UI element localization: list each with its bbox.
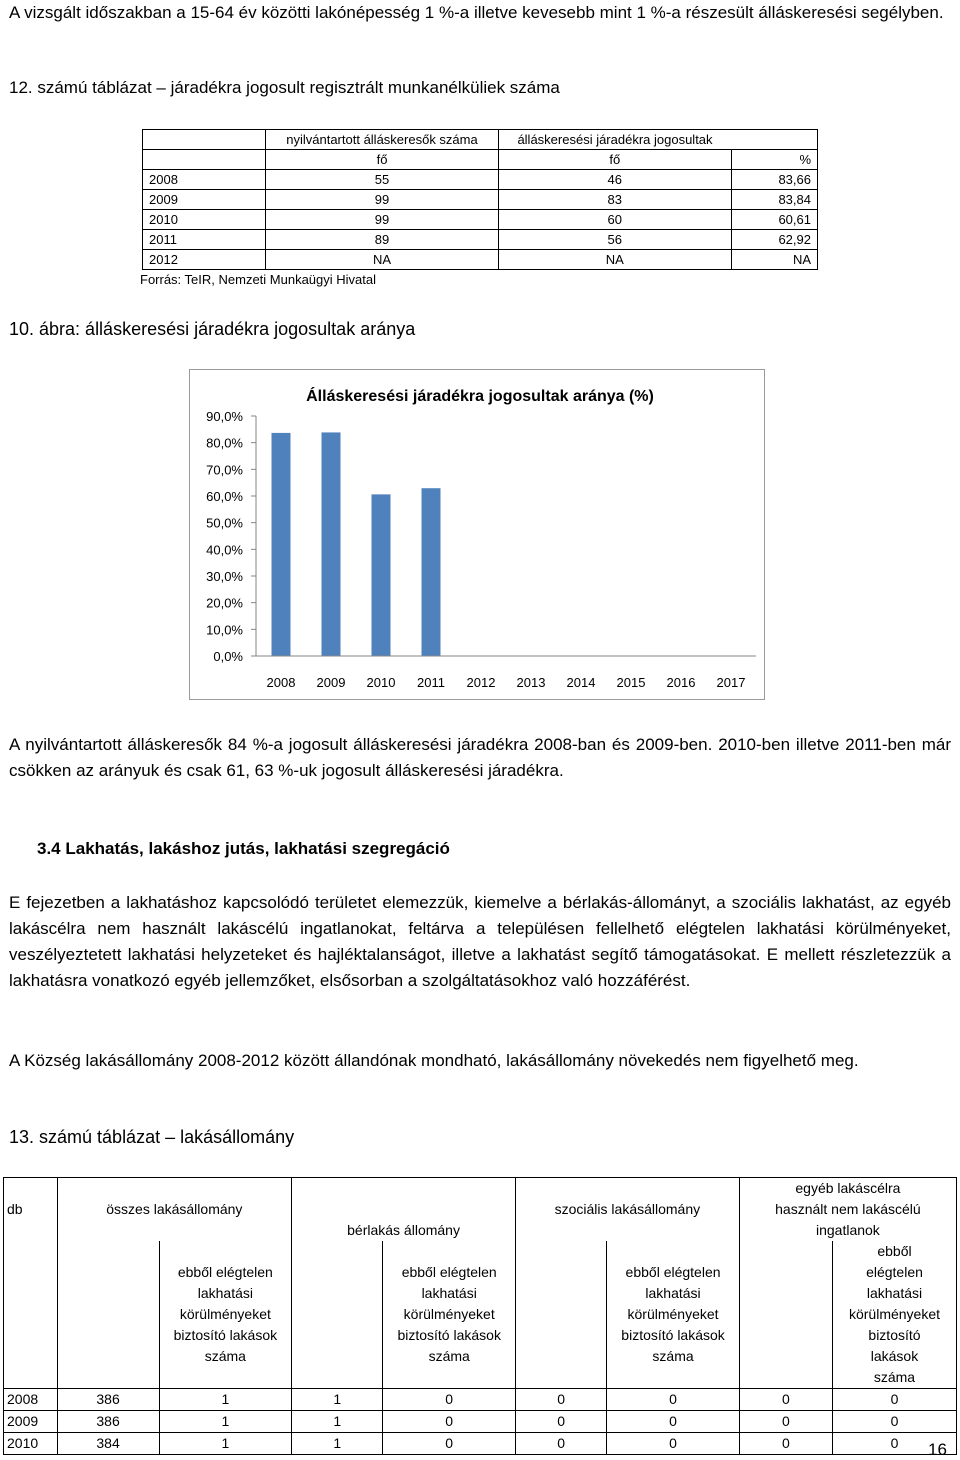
header-cell <box>515 1241 606 1389</box>
table-12 <box>142 129 818 270</box>
header-cell: nyilvántartott álláskeresők száma <box>266 130 499 150</box>
x-axis <box>256 656 756 690</box>
table-cell: 99 <box>266 210 499 230</box>
bar-chart <box>190 370 764 699</box>
header-cell <box>143 130 266 150</box>
x-tick-label: 2008 <box>266 675 296 690</box>
table-cell: 62,92 <box>731 230 818 250</box>
table-cell: NA <box>266 250 499 270</box>
table-cell: 1 <box>159 1389 292 1411</box>
table-cell: 0 <box>383 1433 516 1455</box>
header-cell: bérlakás állomány <box>292 1178 516 1242</box>
bar-2010 <box>372 494 391 656</box>
table-cell: 83,84 <box>731 190 818 210</box>
table-cell: 0 <box>832 1389 956 1411</box>
table-header-row <box>143 130 818 150</box>
table-cell: 0 <box>739 1433 832 1455</box>
y-tick-label: 0,0% <box>213 649 243 664</box>
year-cell: 2009 <box>143 190 266 210</box>
table-cell: 60,61 <box>731 210 818 230</box>
table-header-row <box>4 1178 957 1242</box>
y-tick-label: 80,0% <box>206 435 243 451</box>
y-tick-label: 10,0% <box>206 622 243 638</box>
table-cell: 0 <box>515 1389 606 1411</box>
table-cell: 0 <box>607 1433 740 1455</box>
y-tick-label: 90,0% <box>206 409 243 424</box>
table-row <box>4 1433 957 1455</box>
header-cell <box>292 1241 383 1389</box>
table-cell: 0 <box>383 1389 516 1411</box>
table-13 <box>3 1177 957 1455</box>
table-13-caption: 13. számú táblázat – lakásállomány <box>9 1127 295 1147</box>
table-cell: 56 <box>499 230 732 250</box>
year-cell: 2009 <box>4 1411 58 1433</box>
table-cell: NA <box>499 250 732 270</box>
header-cell: szociális lakásállomány <box>515 1178 739 1242</box>
bars <box>272 432 441 656</box>
x-tick-label: 2014 <box>566 675 596 690</box>
chart-summary-paragraph: A nyilvántartott álláskeresők 84 %-a jogosult álláskeresési járadékra 2008-ban és 2009-ben. 2010-ben illetve 2011-ben már csökken az arányuk és csak 61, 63 %-uk jogosult álláskeresési járadékra. <box>9 735 951 780</box>
housing-stock-paragraph: A Község lakásállomány 2008-2012 között állandónak mondható, lakásállomány növekedés nem figyelhető meg. <box>9 1051 859 1070</box>
header-cell: fő <box>266 150 499 170</box>
table-cell: 0 <box>739 1411 832 1433</box>
table-cell: 0 <box>832 1411 956 1433</box>
bar-2009 <box>322 432 341 656</box>
section-heading: 3.4 Lakhatás, lakáshoz jutás, lakhatási szegregáció <box>37 839 450 858</box>
table-cell: 0 <box>515 1411 606 1433</box>
chart-title: Álláskeresési járadékra jogosultak aránya (%) <box>306 388 654 405</box>
header-cell: db <box>4 1178 58 1242</box>
year-cell: 2010 <box>4 1433 58 1455</box>
table-cell: 0 <box>383 1411 516 1433</box>
header-cell <box>143 150 266 170</box>
y-tick-label: 50,0% <box>206 515 243 531</box>
table-cell: 99 <box>266 190 499 210</box>
header-cell <box>731 130 818 150</box>
y-tick-label: 60,0% <box>206 489 243 504</box>
table-12-caption: 12. számú táblázat – járadékra jogosult regisztrált munkanélküliek száma <box>9 78 560 97</box>
x-tick-label: 2011 <box>417 675 445 690</box>
figure-caption: 10. ábra: álláskeresési járadékra jogosultak aránya <box>9 319 416 339</box>
y-tick-label: 40,0% <box>206 542 243 558</box>
x-tick-label: 2010 <box>366 675 396 690</box>
table-cell: 0 <box>515 1433 606 1455</box>
table-cell: 83 <box>499 190 732 210</box>
x-tick-label: 2015 <box>616 675 646 690</box>
bar-2011 <box>422 488 441 656</box>
header-cell <box>739 1241 832 1389</box>
year-cell: 2008 <box>143 170 266 190</box>
table-cell: 386 <box>57 1411 159 1433</box>
table-row <box>143 230 818 250</box>
table-subheader-row <box>143 150 818 170</box>
table-cell: 384 <box>57 1433 159 1455</box>
table-cell: 83,66 <box>731 170 818 190</box>
table-row <box>143 170 818 190</box>
year-cell: 2012 <box>143 250 266 270</box>
bar-2008 <box>272 433 291 656</box>
table-cell: 1 <box>159 1433 292 1455</box>
year-cell: 2011 <box>143 230 266 250</box>
table-cell: 55 <box>266 170 499 190</box>
table-cell: 46 <box>499 170 732 190</box>
table-cell: NA <box>731 250 818 270</box>
table-cell: 1 <box>292 1389 383 1411</box>
table-cell: 89 <box>266 230 499 250</box>
header-cell <box>57 1241 159 1389</box>
x-tick-label: 2016 <box>666 675 696 690</box>
year-cell: 2010 <box>143 210 266 230</box>
header-cell: ebből elégtelen lakhatási körülményeket biztosító lakások száma <box>607 1241 740 1389</box>
table-12-source: Forrás: TeIR, Nemzeti Munkaügyi Hivatal <box>140 272 377 287</box>
table-row <box>143 210 818 230</box>
x-tick-label: 2009 <box>316 675 346 690</box>
table-cell: 1 <box>159 1411 292 1433</box>
page-number: 16 <box>928 1440 947 1459</box>
y-tick-label: 30,0% <box>206 569 243 584</box>
table-cell: 386 <box>57 1389 159 1411</box>
section-paragraph: E fejezetben a lakhatáshoz kapcsolódó területet elemezzük, kiemelve a bérlakás-állományt, a szociális lakhatást, az egyéb lakáscélra nem használt lakáscélú ingatlanokat, feltárva a településen fellelhető elégtelen lakhatási körülményeket, veszélyeztetett lakhatási helyzeteket és hajléktalanságot, illetve a lakhatást segítő támogatásokat. E mellett részletezzük a lakhatásra vonatkozó egyéb jellemzőket, elsősorban a szolgáltatásokhoz való hozzáférést. <box>9 893 951 990</box>
table-cell: 0 <box>607 1411 740 1433</box>
x-tick-label: 2017 <box>716 675 746 690</box>
header-cell: fő <box>499 150 732 170</box>
header-cell: álláskeresési járadékra jogosultak <box>499 130 732 150</box>
header-cell: egyéb lakáscélra használt nem lakáscélú ingatlanok <box>739 1178 956 1242</box>
header-cell: ebből elégtelen lakhatási körülményeket biztosító lakások száma <box>159 1241 292 1389</box>
header-cell: összes lakásállomány <box>57 1178 292 1242</box>
intro-paragraph: A vizsgált időszakban a 15-64 év közötti lakónépesség 1 %-a illetve kevesebb mint 1 %-a részesült álláskeresési segélyben. <box>9 3 944 22</box>
header-cell: % <box>731 150 818 170</box>
header-cell <box>4 1241 58 1389</box>
table-row <box>4 1389 957 1411</box>
table-subheader-row <box>4 1241 957 1389</box>
table-cell: 60 <box>499 210 732 230</box>
y-tick-label: 20,0% <box>206 595 243 611</box>
table-cell: 1 <box>292 1433 383 1455</box>
table-cell: 0 <box>607 1389 740 1411</box>
chart-frame <box>189 369 765 700</box>
y-tick-label: 70,0% <box>206 462 243 478</box>
table-cell: 0 <box>739 1389 832 1411</box>
table-cell: 0 <box>832 1433 956 1455</box>
table-row <box>143 190 818 210</box>
table-row <box>4 1411 957 1433</box>
header-cell: ebből elégtelen lakhatási körülményeket biztosító lakások száma <box>832 1241 956 1389</box>
x-tick-label: 2013 <box>516 675 546 690</box>
year-cell: 2008 <box>4 1389 58 1411</box>
y-axis <box>206 409 256 664</box>
table-row <box>143 250 818 270</box>
table-cell: 1 <box>292 1411 383 1433</box>
x-tick-label: 2012 <box>466 675 496 690</box>
header-cell: ebből elégtelen lakhatási körülményeket biztosító lakások száma <box>383 1241 516 1389</box>
